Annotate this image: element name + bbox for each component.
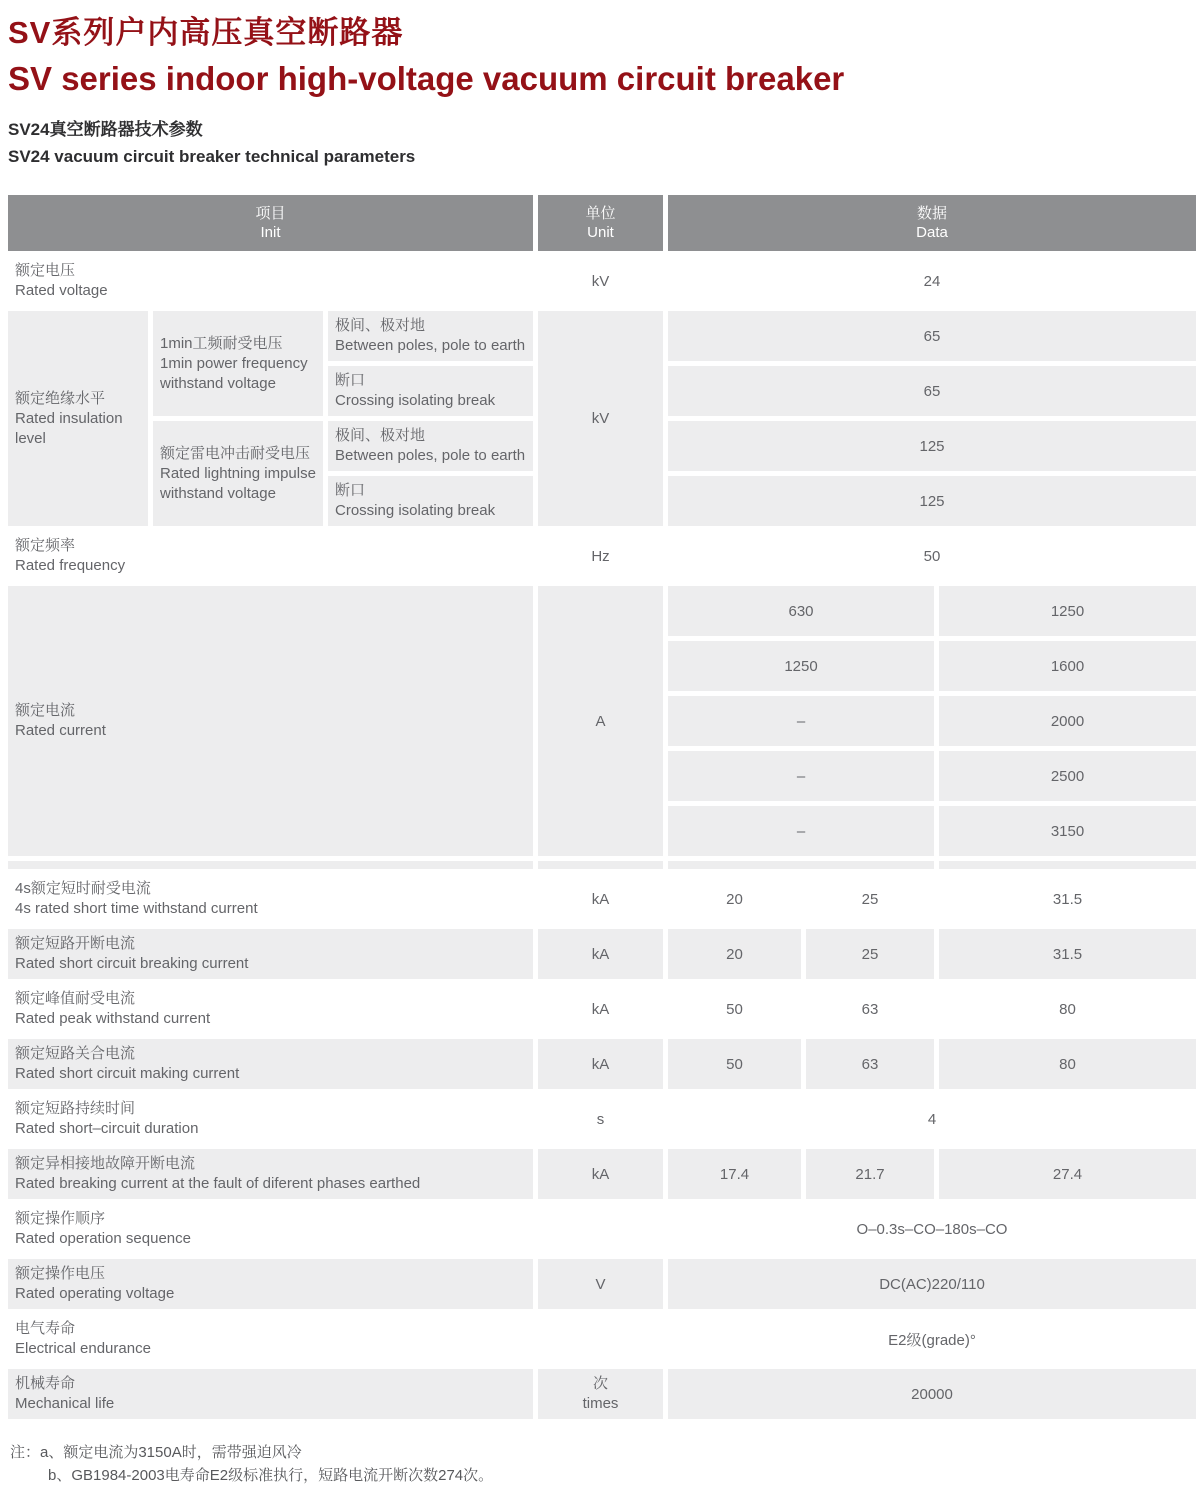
cell-breaking-current-unit: kA <box>538 929 663 979</box>
insulation-en: Rated insulation level <box>15 409 123 447</box>
cell-electrical-endurance-value: E2级(grade)° <box>888 1331 976 1349</box>
section-subtitle-zh: SV24真空断路器技术参数 <box>8 120 203 139</box>
cell-operation-sequence-value: O–0.3s–CO–180s–CO <box>856 1220 1008 1238</box>
cell-rated-current-label <box>8 586 533 856</box>
cell-rated-current-r3b: 2000 <box>939 696 1196 746</box>
cell-insulation-condition-1 <box>328 311 533 361</box>
peak-withstand-en: Rated peak withstand current <box>15 1010 211 1027</box>
cell-rated-voltage-value: 24 <box>923 272 941 290</box>
short-time-withstand-zh: 4s额定短时耐受电流 <box>15 880 151 897</box>
cond-4-en: Crossing isolating break <box>335 502 496 519</box>
header-data-en: Data <box>916 224 948 241</box>
cell-rated-current-r2b: 1600 <box>939 641 1196 691</box>
insulation-zh: 额定绝缘水平 <box>15 389 106 407</box>
peak-withstand-zh: 额定峰值耐受电流 <box>15 990 136 1007</box>
breaking-current-zh: 额定短路开断电流 <box>15 935 136 952</box>
rated-voltage-zh: 额定电压 <box>15 262 76 279</box>
rated-current-remnant-strip-data-left <box>668 861 934 869</box>
cell-fault-breaking-v3: 27.4 <box>939 1149 1196 1199</box>
cell-operation-sequence-unit <box>538 1204 663 1254</box>
cell-insulation-group-power-frequency <box>153 311 323 416</box>
group-pf-en: 1min power frequency withstand voltage <box>160 354 308 392</box>
cell-peak-withstand-label <box>8 984 533 1034</box>
mechanical-life-en: Mechanical life <box>15 1395 115 1412</box>
cell-electrical-endurance-unit <box>538 1314 663 1364</box>
cell-rated-current-unit: A <box>538 586 663 856</box>
cell-insulation-group-lightning-impulse <box>153 421 323 526</box>
rated-frequency-en: Rated frequency <box>15 557 126 574</box>
fault-breaking-zh: 额定异相接地故障开断电流 <box>15 1155 196 1172</box>
cell-insulation-unit: kV <box>538 311 663 526</box>
electrical-endurance-en: Electrical endurance <box>15 1340 151 1357</box>
cell-rated-current-r4a: – <box>668 751 934 801</box>
cell-breaking-current-v2: 25 <box>806 929 934 979</box>
rated-voltage-en: Rated voltage <box>15 282 108 299</box>
cell-insulation-value-4: 125 <box>668 476 1196 526</box>
operating-voltage-zh: 额定操作电压 <box>15 1265 106 1282</box>
cell-insulation-value-3: 125 <box>668 421 1196 471</box>
cell-insulation-condition-2 <box>328 366 533 416</box>
breaking-current-en: Rated short circuit breaking current <box>15 955 249 972</box>
page-header <box>0 0 1200 169</box>
cell-operating-voltage-value: DC(AC)220/110 <box>668 1259 1196 1309</box>
group-pf-zh: 1min工频耐受电压 <box>160 334 283 352</box>
cell-making-current-v2: 63 <box>806 1039 934 1089</box>
fault-breaking-en: Rated breaking current at the fault of diferent phases earthed <box>15 1175 421 1192</box>
rated-current-en: Rated current <box>15 722 106 739</box>
spec-table <box>8 195 1196 1419</box>
cell-rated-current-r2a: 1250 <box>668 641 934 691</box>
cell-rated-voltage-unit: kV <box>591 272 610 290</box>
header-cell-unit <box>538 195 663 251</box>
cell-making-current-v3: 80 <box>939 1039 1196 1089</box>
group-li-en: Rated lightning impulse withstand voltage <box>160 464 316 502</box>
cell-short-time-withstand-v2: 25 <box>861 890 879 908</box>
cell-operating-voltage-unit: V <box>538 1259 663 1309</box>
mechanical-life-unit-zh: 次 <box>592 1375 608 1392</box>
header-item-zh: 项目 <box>255 205 286 222</box>
cell-duration-value: 4 <box>927 1110 937 1128</box>
cell-mechanical-life-value: 20000 <box>668 1369 1196 1419</box>
footnote-b: b、GB1984-2003电寿命E2级标准执行，短路电流开断次数274次。 <box>48 1467 494 1484</box>
cell-rated-frequency-label <box>8 531 533 581</box>
cell-rated-current-r5a: – <box>668 806 934 856</box>
cond-4-zh: 断口 <box>335 482 366 499</box>
cell-insulation-value-2: 65 <box>668 366 1196 416</box>
rated-current-remnant-strip-data-right <box>939 861 1196 869</box>
electrical-endurance-zh: 电气寿命 <box>15 1320 76 1337</box>
cell-fault-breaking-label <box>8 1149 533 1199</box>
cond-1-zh: 极间、极对地 <box>335 317 426 334</box>
footnote-a: 注：a、额定电流为3150A时，需带强迫风冷 <box>10 1444 302 1461</box>
making-current-en: Rated short circuit making current <box>15 1065 240 1082</box>
cell-mechanical-life-label <box>8 1369 533 1419</box>
operation-sequence-zh: 额定操作顺序 <box>15 1210 106 1227</box>
mechanical-life-zh: 机械寿命 <box>15 1375 76 1392</box>
cell-fault-breaking-v2: 21.7 <box>806 1149 934 1199</box>
cell-electrical-endurance-label <box>8 1314 533 1364</box>
cell-breaking-current-label <box>8 929 533 979</box>
header-cell-item <box>8 195 533 251</box>
cell-operation-sequence-label <box>8 1204 533 1254</box>
cell-short-time-withstand-label <box>8 874 533 924</box>
section-subtitle-en: SV24 vacuum circuit breaker technical parameters <box>8 147 416 166</box>
cell-fault-breaking-unit: kA <box>538 1149 663 1199</box>
footnotes <box>10 1441 1200 1487</box>
header-unit-zh: 单位 <box>585 205 616 222</box>
making-current-zh: 额定短路关合电流 <box>15 1045 136 1062</box>
cell-making-current-unit: kA <box>538 1039 663 1089</box>
cell-rated-frequency-unit: Hz <box>591 547 610 565</box>
page-title-en: SV series indoor high-voltage vacuum circuit breaker <box>8 60 845 97</box>
rated-frequency-zh: 额定频率 <box>15 537 76 554</box>
operating-voltage-en: Rated operating voltage <box>15 1285 175 1302</box>
operation-sequence-en: Rated operation sequence <box>15 1230 191 1247</box>
header-cell-data <box>668 195 1196 251</box>
rated-current-remnant-strip-unit <box>538 861 663 869</box>
page-title-zh: SV系列户内高压真空断路器 <box>8 15 404 50</box>
cell-operating-voltage-label <box>8 1259 533 1309</box>
mechanical-life-unit-en: times <box>582 1395 619 1412</box>
cell-insulation-value-1: 65 <box>668 311 1196 361</box>
cell-making-current-v1: 50 <box>668 1039 801 1089</box>
cell-insulation-condition-4 <box>328 476 533 526</box>
cell-rated-current-r1b: 1250 <box>939 586 1196 636</box>
cell-breaking-current-v1: 20 <box>668 929 801 979</box>
short-time-withstand-en: 4s rated short time withstand current <box>15 900 258 917</box>
cell-short-time-withstand-unit: kA <box>591 890 610 908</box>
cell-rated-current-r3a: – <box>668 696 934 746</box>
cond-3-zh: 极间、极对地 <box>335 427 426 444</box>
cond-3-en: Between poles, pole to earth <box>335 447 526 464</box>
cell-insulation-label <box>8 311 148 526</box>
cell-rated-frequency-value: 50 <box>923 547 941 565</box>
cell-short-time-withstand-v1: 20 <box>726 890 743 908</box>
cell-peak-withstand-unit: kA <box>591 1000 610 1018</box>
header-data-zh: 数据 <box>916 205 947 222</box>
duration-en: Rated short–circuit duration <box>15 1120 199 1137</box>
duration-zh: 额定短路持续时间 <box>15 1100 136 1117</box>
cond-2-zh: 断口 <box>335 372 366 389</box>
cell-duration-unit: s <box>596 1110 605 1128</box>
cell-peak-withstand-v1: 50 <box>726 1000 743 1018</box>
group-li-zh: 额定雷电冲击耐受电压 <box>160 444 311 462</box>
header-item-en: Init <box>260 224 281 241</box>
cell-making-current-label <box>8 1039 533 1089</box>
rated-current-zh: 额定电流 <box>15 702 76 719</box>
rated-current-remnant-strip-item <box>8 861 533 869</box>
cell-mechanical-life-unit <box>538 1369 663 1419</box>
cond-2-en: Crossing isolating break <box>335 392 496 409</box>
cell-peak-withstand-v3: 80 <box>1059 1000 1076 1018</box>
cell-rated-current-r1a: 630 <box>668 586 934 636</box>
cell-fault-breaking-v1: 17.4 <box>668 1149 801 1199</box>
header-unit-en: Unit <box>587 224 614 241</box>
cell-breaking-current-v3: 31.5 <box>939 929 1196 979</box>
cell-peak-withstand-v2: 63 <box>861 1000 879 1018</box>
cell-rated-voltage-label <box>8 256 533 306</box>
cell-rated-current-r5b: 3150 <box>939 806 1196 856</box>
cond-1-en: Between poles, pole to earth <box>335 337 526 354</box>
cell-duration-label <box>8 1094 533 1144</box>
cell-short-time-withstand-v3: 31.5 <box>1052 890 1083 908</box>
cell-rated-current-r4b: 2500 <box>939 751 1196 801</box>
cell-insulation-condition-3 <box>328 421 533 471</box>
